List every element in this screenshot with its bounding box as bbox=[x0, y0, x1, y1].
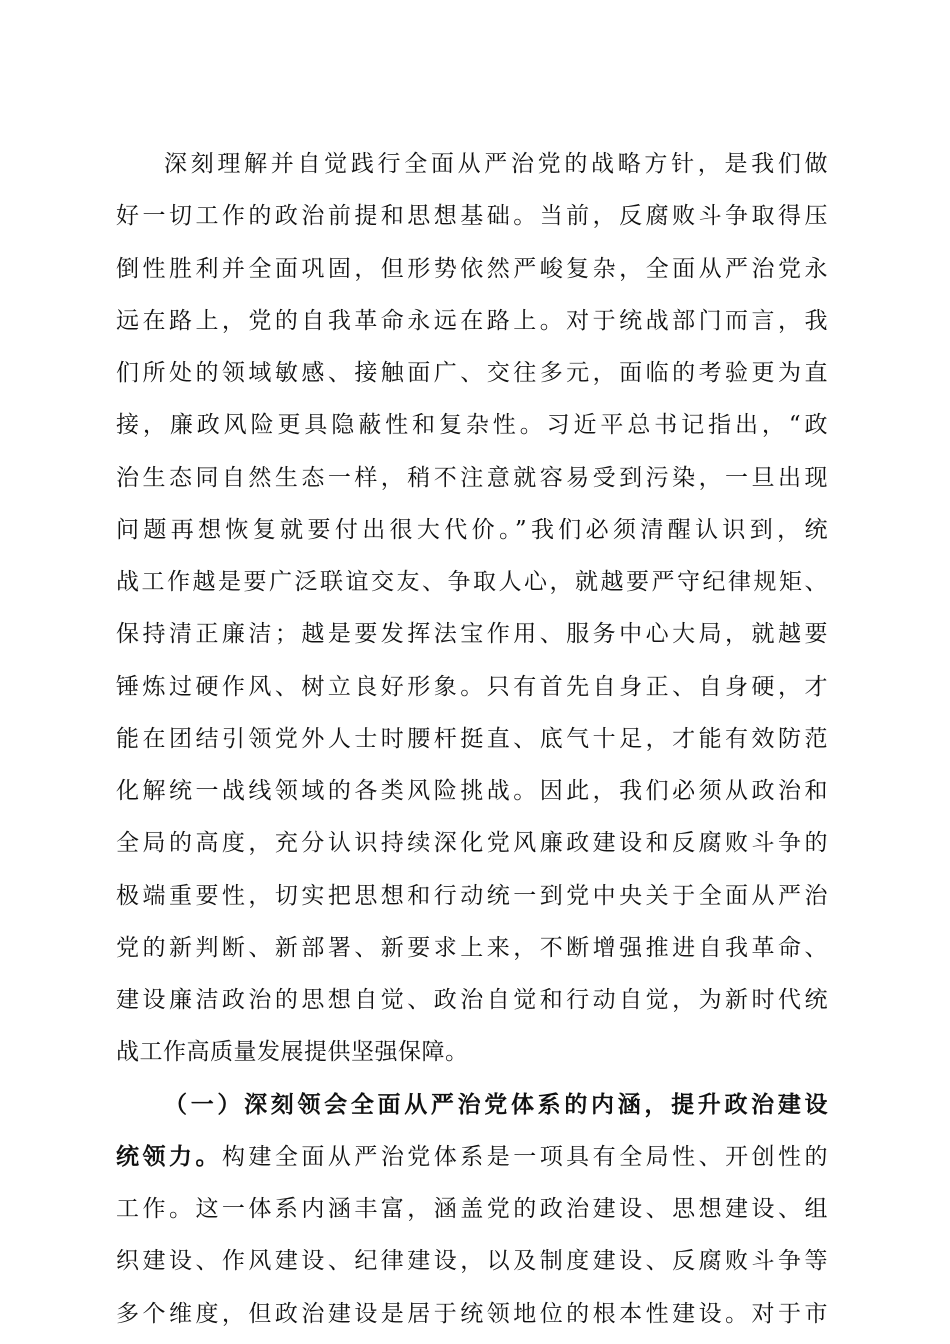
paragraph-intro bbox=[116, 138, 828, 1079]
text-line: 治生态同自然生态一样，稍不注意就容易受到污染，一旦出现 bbox=[116, 464, 828, 491]
text-line bbox=[116, 1131, 828, 1183]
text-line: 好一切工作的政治前提和思想基础。当前，反腐败斗争取得压 bbox=[116, 203, 828, 230]
text-line: 战工作越是要广泛联谊交友、争取人心，就越要严守纪律规矩、 bbox=[116, 569, 828, 595]
paragraph-section-one bbox=[116, 1079, 828, 1340]
text-run: 构建全面从严治党体系是一项具有全局性、开创性的 bbox=[221, 1143, 829, 1170]
text-line: 党的新判断、新部署、新要求上来，不断增强推进自我革命、 bbox=[116, 934, 828, 961]
text-line: 能在团结引领党外人士时腰杆挺直、底气十足，才能有效防范 bbox=[116, 725, 828, 752]
text-line: 全局的高度，充分认识持续深化党风廉政建设和反腐败斗争的 bbox=[116, 830, 828, 857]
text-line: 问题再想恢复就要付出很大代价。”我们必须清醒认识到，统 bbox=[116, 516, 828, 543]
text-line: 锤炼过硬作风、树立良好形象。只有首先自身正、自身硬，才 bbox=[116, 673, 828, 700]
text-line: 多个维度，但政治建设是居于统领地位的根本性建设。对于市 bbox=[116, 1300, 828, 1327]
text-line: 织建设、作风建设、纪律建设，以及制度建设、反腐败斗争等 bbox=[116, 1248, 828, 1275]
text-line: 远在路上，党的自我革命永远在路上。对于统战部门而言，我 bbox=[116, 307, 828, 334]
text-line: 倒性胜利并全面巩固，但形势依然严峻复杂，全面从严治党永 bbox=[116, 255, 828, 282]
text-line: 工作。这一体系内涵丰富，涵盖党的政治建设、思想建设、组 bbox=[116, 1196, 828, 1222]
text-line: 战工作高质量发展提供坚强保障。 bbox=[116, 1039, 469, 1066]
text-line: 接，廉政风险更具隐蔽性和复杂性。习近平总书记指出，“政 bbox=[116, 412, 828, 439]
text-line: 建设廉洁政治的思想自觉、政治自觉和行动自觉，为新时代统 bbox=[116, 987, 828, 1013]
document-body bbox=[116, 138, 828, 1340]
text-line: 们所处的领域敏感、接触面广、交往多元，面临的考验更为直 bbox=[116, 360, 828, 386]
section-heading: （一）深刻领会全面从严治党体系的内涵，提升政治建设 bbox=[164, 1090, 828, 1118]
text-line: 极端重要性，切实把思想和行动统一到党中央关于全面从严治 bbox=[116, 882, 828, 909]
text-line: 化解统一战线领域的各类风险挑战。因此，我们必须从政治和 bbox=[116, 778, 828, 804]
section-heading-continued: 统领力。 bbox=[116, 1142, 222, 1170]
text-line: 深刻理解并自觉践行全面从严治党的战略方针，是我们做 bbox=[164, 151, 828, 177]
text-line: 保持清正廉洁；越是要发挥法宝作用、服务中心大局，就越要 bbox=[116, 621, 828, 648]
